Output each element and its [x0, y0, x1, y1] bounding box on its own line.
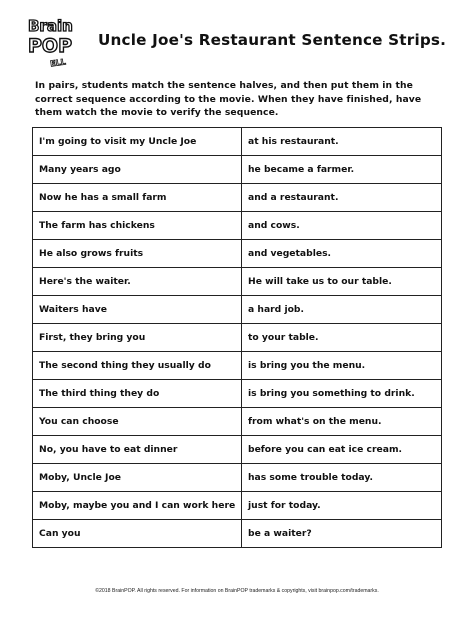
- sentence-ending: and cows.: [242, 212, 442, 240]
- sentence-strip-row: [33, 240, 442, 268]
- logo-brain-text: Brain: [28, 17, 73, 35]
- sentence-strip-row: [33, 436, 442, 464]
- sentence-ending: a hard job.: [242, 296, 442, 324]
- sentence-beginning: I'm going to visit my Uncle Joe: [33, 128, 242, 156]
- sentence-ending: has some trouble today.: [242, 464, 442, 492]
- sentence-strip-row: [33, 212, 442, 240]
- sentence-ending: he became a farmer.: [242, 156, 442, 184]
- logo-ell-text: ELL: [49, 57, 67, 69]
- sentence-beginning: The third thing they do: [33, 380, 242, 408]
- sentence-ending: He will take us to our table.: [242, 268, 442, 296]
- sentence-beginning: Moby, maybe you and I can work here: [33, 492, 242, 520]
- sentence-beginning: Here's the waiter.: [33, 268, 242, 296]
- logo-pop-text: POP: [28, 35, 73, 57]
- sentence-strip-row: [33, 408, 442, 436]
- sentence-ending: before you can eat ice cream.: [242, 436, 442, 464]
- sentence-beginning: Many years ago: [33, 156, 242, 184]
- sentence-beginning: No, you have to eat dinner: [33, 436, 242, 464]
- sentence-ending: just for today.: [242, 492, 442, 520]
- sentence-beginning: First, they bring you: [33, 324, 242, 352]
- sentence-ending: is bring you something to drink.: [242, 380, 442, 408]
- brainpop-ell-logo: [26, 14, 86, 70]
- sentence-ending: to your table.: [242, 324, 442, 352]
- sentence-ending: is bring you the menu.: [242, 352, 442, 380]
- sentence-ending: from what's on the menu.: [242, 408, 442, 436]
- sentence-ending: and vegetables.: [242, 240, 442, 268]
- sentence-strip-row: [33, 492, 442, 520]
- sentence-beginning: The farm has chickens: [33, 212, 242, 240]
- copyright-footer: ©2018 BrainPOP. All rights reserved. For information on BrainPOP trademarks & copyrights, visit brainpop.com/trademarks.: [95, 588, 379, 594]
- sentence-strip-row: [33, 128, 442, 156]
- sentence-beginning: Can you: [33, 520, 242, 548]
- sentence-ending: be a waiter?: [242, 520, 442, 548]
- sentence-beginning: Waiters have: [33, 296, 242, 324]
- sentence-strip-row: [33, 464, 442, 492]
- sentence-strip-row: [33, 380, 442, 408]
- sentence-beginning: You can choose: [33, 408, 242, 436]
- sentence-strip-row: [33, 520, 442, 548]
- sentence-ending: and a restaurant.: [242, 184, 442, 212]
- sentence-strips-table: [32, 127, 442, 548]
- sentence-beginning: Moby, Uncle Joe: [33, 464, 242, 492]
- sentence-ending: at his restaurant.: [242, 128, 442, 156]
- sentence-strip-row: [33, 296, 442, 324]
- sentence-strip-row: [33, 156, 442, 184]
- sentence-beginning: The second thing they usually do: [33, 352, 242, 380]
- sentence-beginning: Now he has a small farm: [33, 184, 242, 212]
- sentence-strip-row: [33, 352, 442, 380]
- sentence-strip-row: [33, 324, 442, 352]
- page-title: Uncle Joe's Restaurant Sentence Strips.: [98, 31, 447, 49]
- sentence-strip-row: [33, 268, 442, 296]
- sentence-strip-row: [33, 184, 442, 212]
- instructions-paragraph: In pairs, students match the sentence halves, and then put them in the correct sequence according to the movie. When they have finished, have them watch the movie to verify the sequence.: [35, 80, 422, 119]
- sentence-beginning: He also grows fruits: [33, 240, 242, 268]
